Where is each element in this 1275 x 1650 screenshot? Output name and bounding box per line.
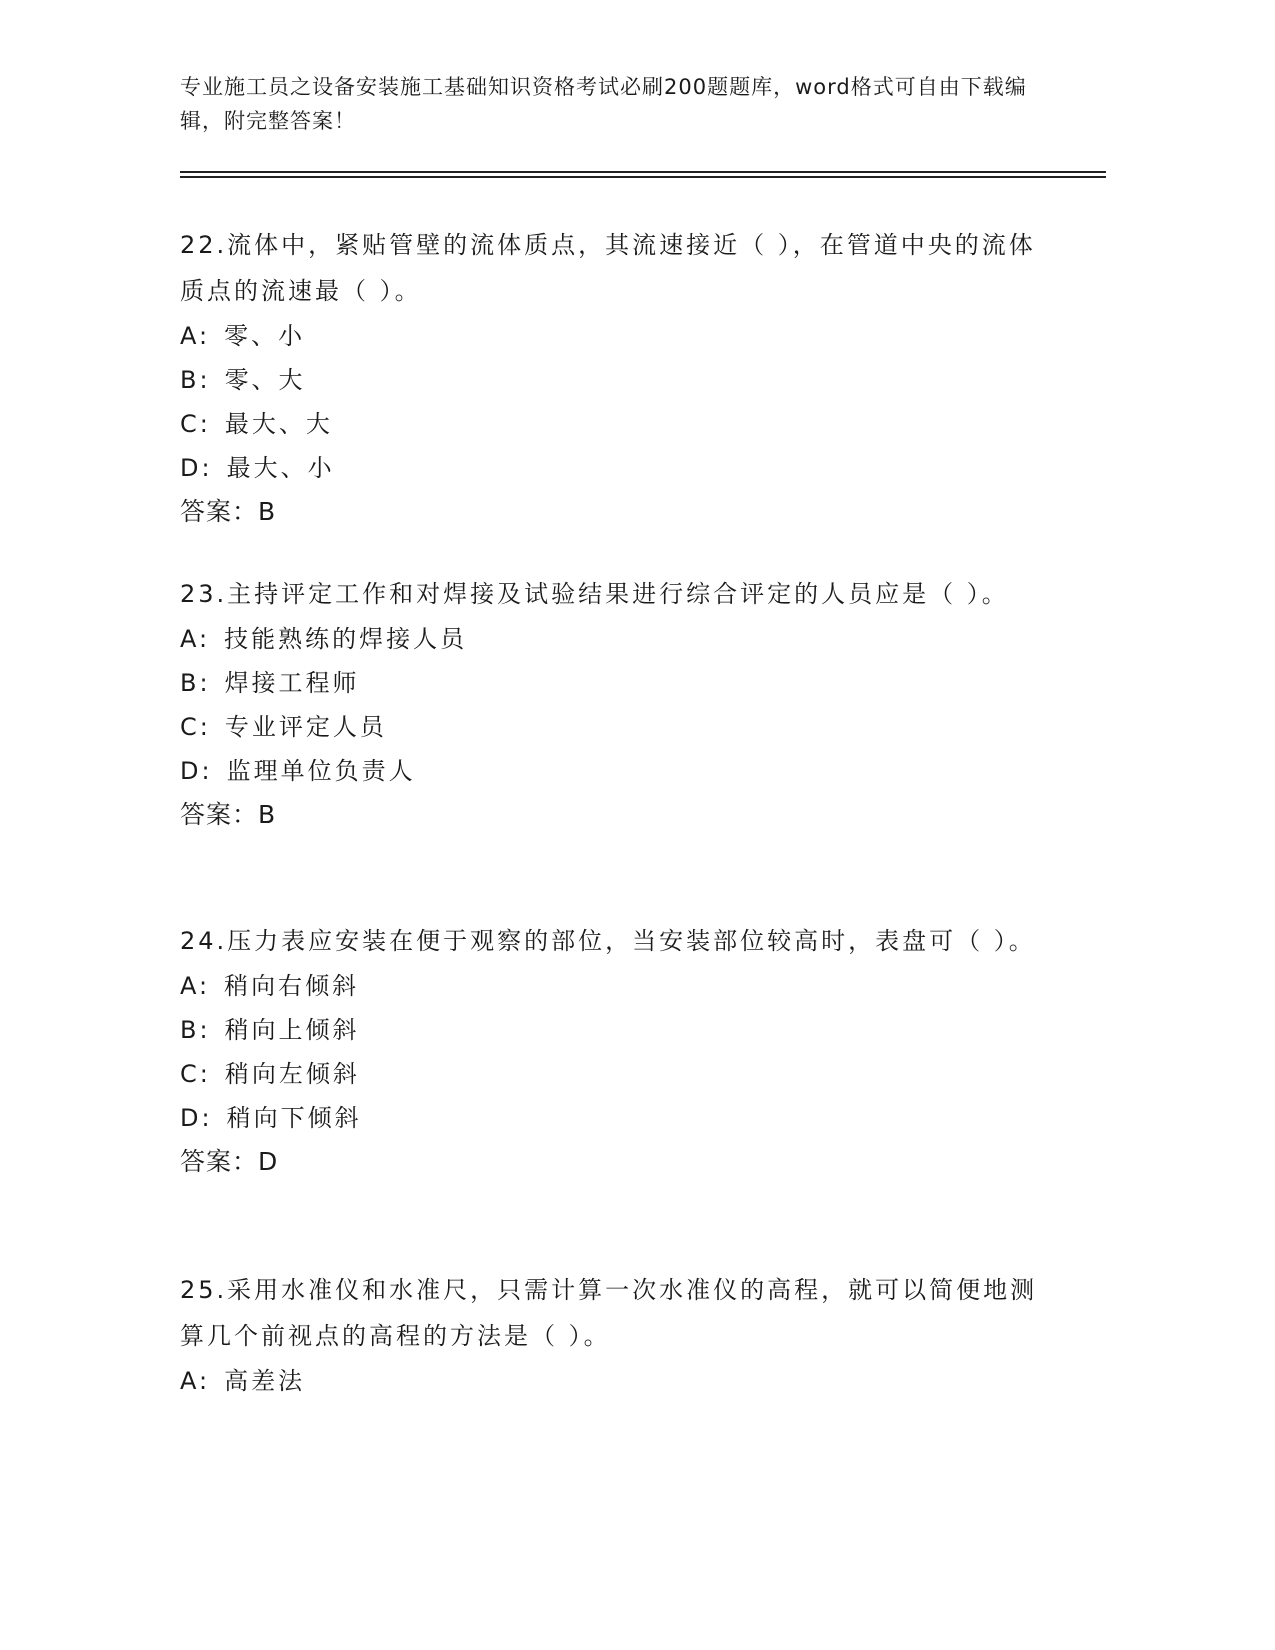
option-letter: C:: [180, 410, 211, 438]
option-letter: D:: [180, 757, 213, 785]
option-a: [180, 314, 1040, 358]
option-a: [180, 1359, 1040, 1403]
header-divider-top: [180, 171, 1106, 173]
question-stem: 23.主持评定工作和对焊接及试验结果进行综合评定的人员应是（ ）。: [180, 580, 1009, 608]
option-text: 稍向右倾斜: [224, 972, 360, 1000]
option-c: [180, 1052, 1040, 1096]
answer-line: 答案：B: [180, 800, 277, 829]
option-text: 最大、小: [226, 454, 335, 482]
option-text: 最大、大: [224, 410, 333, 438]
answer-line: 答案：D: [180, 1147, 279, 1176]
option-d: [180, 1096, 1040, 1140]
option-text: 专业评定人员: [224, 713, 387, 741]
question-25: [180, 1267, 1040, 1403]
option-text: 稍向左倾斜: [224, 1060, 360, 1088]
question-stem: 25.采用水准仪和水准尺，只需计算一次水准仪的高程，就可以简便地测算几个前视点的高程的方法是（ ）。: [180, 1276, 1038, 1350]
option-letter: A:: [180, 1367, 211, 1395]
option-letter: B:: [180, 669, 211, 697]
question-24: [180, 918, 1040, 1184]
option-text: 技能熟练的焊接人员: [224, 625, 468, 653]
option-letter: C:: [180, 1060, 211, 1088]
option-b: [180, 1008, 1040, 1052]
option-text: 零、大: [224, 366, 306, 394]
option-letter: A:: [180, 322, 211, 350]
option-text: 零、小: [224, 322, 306, 350]
document-header: 专业施工员之设备安装施工基础知识资格考试必刷200题题库，word格式可自由下载编辑，附完整答案！: [180, 75, 1027, 133]
option-letter: D:: [180, 454, 213, 482]
option-b: [180, 358, 1040, 402]
option-letter: B:: [180, 1016, 211, 1044]
option-text: 高差法: [224, 1367, 306, 1395]
option-letter: A:: [180, 625, 211, 653]
option-text: 焊接工程师: [224, 669, 360, 697]
option-b: [180, 661, 1040, 705]
option-c: [180, 705, 1040, 749]
question-22: [180, 222, 1040, 534]
option-c: [180, 402, 1040, 446]
option-text: 稍向下倾斜: [226, 1104, 362, 1132]
option-letter: A:: [180, 972, 211, 1000]
option-text: 稍向上倾斜: [224, 1016, 360, 1044]
answer-line: 答案：B: [180, 497, 277, 526]
option-text: 监理单位负责人: [226, 757, 416, 785]
header-divider-bottom: [180, 176, 1106, 178]
question-23: [180, 571, 1040, 837]
option-a: [180, 964, 1040, 1008]
option-letter: D:: [180, 1104, 213, 1132]
option-a: [180, 617, 1040, 661]
option-letter: C:: [180, 713, 211, 741]
option-letter: B:: [180, 366, 211, 394]
question-stem: 22.流体中，紧贴管壁的流体质点，其流速接近（ ），在管道中央的流体质点的流速最（ ）。: [180, 231, 1036, 305]
question-stem: 24.压力表应安装在便于观察的部位，当安装部位较高时，表盘可（ ）。: [180, 927, 1036, 955]
option-d: [180, 749, 1040, 793]
option-d: [180, 446, 1040, 490]
